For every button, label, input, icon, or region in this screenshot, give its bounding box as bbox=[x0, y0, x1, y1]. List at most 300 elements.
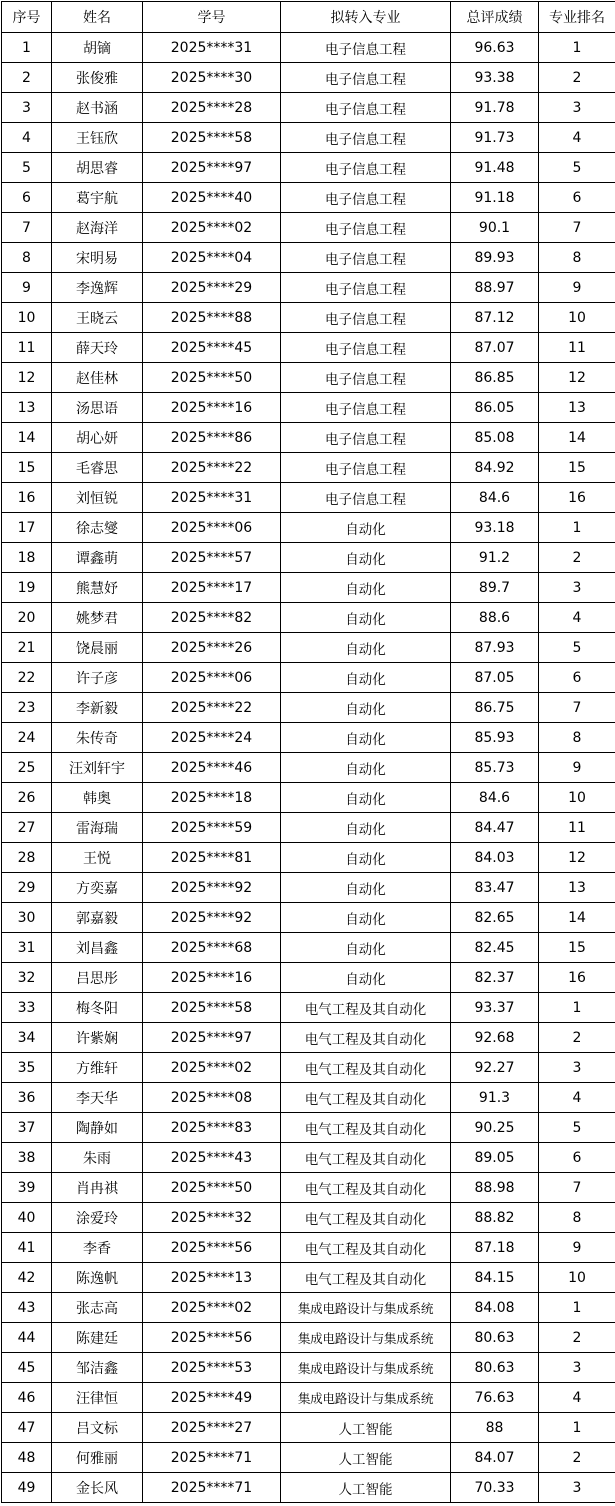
table-row bbox=[2, 303, 615, 333]
cell-total-score: 92.27 bbox=[451, 1053, 539, 1083]
cell-student-id: 2025****16 bbox=[143, 393, 281, 423]
cell-index: 49 bbox=[2, 1473, 52, 1503]
cell-major-rank: 6 bbox=[539, 1143, 615, 1173]
table-row bbox=[2, 1413, 615, 1443]
cell-major-rank: 7 bbox=[539, 1173, 615, 1203]
cell-total-score: 89.7 bbox=[451, 573, 539, 603]
cell-index: 40 bbox=[2, 1203, 52, 1233]
cell-student-id: 2025****24 bbox=[143, 723, 281, 753]
table-row bbox=[2, 963, 615, 993]
cell-name: 韩奥 bbox=[52, 783, 143, 813]
cell-total-score: 93.18 bbox=[451, 513, 539, 543]
cell-major-rank: 4 bbox=[539, 123, 615, 153]
cell-target-major: 集成电路设计与集成系统 bbox=[281, 1323, 451, 1353]
table-row bbox=[2, 213, 615, 243]
cell-major-rank: 2 bbox=[539, 543, 615, 573]
table-row bbox=[2, 543, 615, 573]
cell-name: 梅冬阳 bbox=[52, 993, 143, 1023]
cell-target-major: 自动化 bbox=[281, 813, 451, 843]
cell-major-rank: 13 bbox=[539, 393, 615, 423]
cell-student-id: 2025****56 bbox=[143, 1323, 281, 1353]
cell-major-rank: 3 bbox=[539, 1053, 615, 1083]
cell-student-id: 2025****57 bbox=[143, 543, 281, 573]
table-row bbox=[2, 573, 615, 603]
cell-student-id: 2025****02 bbox=[143, 1293, 281, 1323]
cell-major-rank: 14 bbox=[539, 423, 615, 453]
cell-target-major: 自动化 bbox=[281, 693, 451, 723]
cell-major-rank: 6 bbox=[539, 663, 615, 693]
cell-index: 28 bbox=[2, 843, 52, 873]
cell-index: 38 bbox=[2, 1143, 52, 1173]
cell-student-id: 2025****97 bbox=[143, 153, 281, 183]
cell-major-rank: 1 bbox=[539, 1413, 615, 1443]
cell-name: 陈逸帆 bbox=[52, 1263, 143, 1293]
cell-name: 张志高 bbox=[52, 1293, 143, 1323]
table-row bbox=[2, 1083, 615, 1113]
cell-name: 邹洁鑫 bbox=[52, 1353, 143, 1383]
cell-name: 姚梦君 bbox=[52, 603, 143, 633]
cell-student-id: 2025****31 bbox=[143, 483, 281, 513]
cell-student-id: 2025****82 bbox=[143, 603, 281, 633]
cell-student-id: 2025****02 bbox=[143, 1053, 281, 1083]
cell-target-major: 电气工程及其自动化 bbox=[281, 1143, 451, 1173]
cell-index: 47 bbox=[2, 1413, 52, 1443]
cell-target-major: 人工智能 bbox=[281, 1443, 451, 1473]
header-name: 姓名 bbox=[52, 2, 143, 33]
cell-name: 赵海洋 bbox=[52, 213, 143, 243]
table-row bbox=[2, 513, 615, 543]
cell-major-rank: 4 bbox=[539, 603, 615, 633]
cell-name: 张俊雅 bbox=[52, 63, 143, 93]
table-row bbox=[2, 273, 615, 303]
cell-total-score: 87.05 bbox=[451, 663, 539, 693]
cell-student-id: 2025****06 bbox=[143, 513, 281, 543]
table-row bbox=[2, 453, 615, 483]
cell-target-major: 集成电路设计与集成系统 bbox=[281, 1383, 451, 1413]
cell-major-rank: 15 bbox=[539, 933, 615, 963]
cell-student-id: 2025****58 bbox=[143, 993, 281, 1023]
cell-total-score: 87.12 bbox=[451, 303, 539, 333]
table-row bbox=[2, 993, 615, 1023]
cell-index: 15 bbox=[2, 453, 52, 483]
cell-student-id: 2025****50 bbox=[143, 1173, 281, 1203]
cell-total-score: 88.97 bbox=[451, 273, 539, 303]
cell-total-score: 84.92 bbox=[451, 453, 539, 483]
cell-target-major: 自动化 bbox=[281, 753, 451, 783]
cell-major-rank: 13 bbox=[539, 873, 615, 903]
cell-total-score: 92.68 bbox=[451, 1023, 539, 1053]
cell-total-score: 84.6 bbox=[451, 483, 539, 513]
cell-name: 雷海瑞 bbox=[52, 813, 143, 843]
table-row bbox=[2, 723, 615, 753]
cell-index: 3 bbox=[2, 93, 52, 123]
table-row bbox=[2, 1053, 615, 1083]
cell-target-major: 电子信息工程 bbox=[281, 93, 451, 123]
cell-major-rank: 3 bbox=[539, 93, 615, 123]
table-row bbox=[2, 483, 615, 513]
cell-target-major: 自动化 bbox=[281, 663, 451, 693]
cell-total-score: 86.85 bbox=[451, 363, 539, 393]
cell-target-major: 电子信息工程 bbox=[281, 123, 451, 153]
cell-student-id: 2025****71 bbox=[143, 1443, 281, 1473]
table-row bbox=[2, 1383, 615, 1413]
cell-total-score: 91.48 bbox=[451, 153, 539, 183]
table-row bbox=[2, 843, 615, 873]
cell-major-rank: 7 bbox=[539, 213, 615, 243]
cell-target-major: 电子信息工程 bbox=[281, 153, 451, 183]
cell-target-major: 自动化 bbox=[281, 513, 451, 543]
cell-index: 16 bbox=[2, 483, 52, 513]
cell-major-rank: 8 bbox=[539, 243, 615, 273]
cell-major-rank: 1 bbox=[539, 993, 615, 1023]
cell-total-score: 88.82 bbox=[451, 1203, 539, 1233]
cell-name: 朱雨 bbox=[52, 1143, 143, 1173]
cell-total-score: 88.98 bbox=[451, 1173, 539, 1203]
cell-index: 11 bbox=[2, 333, 52, 363]
cell-index: 5 bbox=[2, 153, 52, 183]
cell-total-score: 89.93 bbox=[451, 243, 539, 273]
cell-major-rank: 5 bbox=[539, 633, 615, 663]
cell-index: 34 bbox=[2, 1023, 52, 1053]
cell-major-rank: 9 bbox=[539, 753, 615, 783]
cell-name: 汪刘轩宇 bbox=[52, 753, 143, 783]
cell-target-major: 自动化 bbox=[281, 873, 451, 903]
cell-index: 44 bbox=[2, 1323, 52, 1353]
cell-name: 金长风 bbox=[52, 1473, 143, 1503]
cell-index: 48 bbox=[2, 1443, 52, 1473]
cell-index: 13 bbox=[2, 393, 52, 423]
cell-target-major: 人工智能 bbox=[281, 1413, 451, 1443]
header-target-major: 拟转入专业 bbox=[281, 2, 451, 33]
header-index: 序号 bbox=[2, 2, 52, 33]
cell-student-id: 2025****06 bbox=[143, 663, 281, 693]
table-row bbox=[2, 753, 615, 783]
cell-target-major: 自动化 bbox=[281, 573, 451, 603]
cell-student-id: 2025****97 bbox=[143, 1023, 281, 1053]
cell-index: 22 bbox=[2, 663, 52, 693]
cell-major-rank: 9 bbox=[539, 273, 615, 303]
table-row bbox=[2, 813, 615, 843]
cell-index: 29 bbox=[2, 873, 52, 903]
cell-target-major: 电气工程及其自动化 bbox=[281, 1023, 451, 1053]
cell-total-score: 91.78 bbox=[451, 93, 539, 123]
cell-name: 王晓云 bbox=[52, 303, 143, 333]
cell-target-major: 电气工程及其自动化 bbox=[281, 1263, 451, 1293]
cell-name: 李逸辉 bbox=[52, 273, 143, 303]
cell-major-rank: 12 bbox=[539, 843, 615, 873]
cell-index: 19 bbox=[2, 573, 52, 603]
cell-total-score: 93.38 bbox=[451, 63, 539, 93]
cell-student-id: 2025****16 bbox=[143, 963, 281, 993]
cell-index: 43 bbox=[2, 1293, 52, 1323]
cell-student-id: 2025****86 bbox=[143, 423, 281, 453]
cell-major-rank: 1 bbox=[539, 33, 615, 63]
cell-index: 17 bbox=[2, 513, 52, 543]
cell-name: 胡思睿 bbox=[52, 153, 143, 183]
cell-major-rank: 10 bbox=[539, 303, 615, 333]
cell-student-id: 2025****49 bbox=[143, 1383, 281, 1413]
cell-name: 毛睿思 bbox=[52, 453, 143, 483]
cell-student-id: 2025****32 bbox=[143, 1203, 281, 1233]
cell-student-id: 2025****81 bbox=[143, 843, 281, 873]
cell-total-score: 91.73 bbox=[451, 123, 539, 153]
cell-target-major: 电子信息工程 bbox=[281, 63, 451, 93]
cell-student-id: 2025****27 bbox=[143, 1413, 281, 1443]
cell-name: 吕文标 bbox=[52, 1413, 143, 1443]
cell-total-score: 87.07 bbox=[451, 333, 539, 363]
table-row bbox=[2, 1203, 615, 1233]
table-row bbox=[2, 693, 615, 723]
cell-total-score: 82.65 bbox=[451, 903, 539, 933]
cell-index: 10 bbox=[2, 303, 52, 333]
cell-total-score: 89.05 bbox=[451, 1143, 539, 1173]
cell-total-score: 83.47 bbox=[451, 873, 539, 903]
cell-student-id: 2025****22 bbox=[143, 693, 281, 723]
table-row bbox=[2, 873, 615, 903]
cell-index: 35 bbox=[2, 1053, 52, 1083]
cell-total-score: 88.6 bbox=[451, 603, 539, 633]
cell-major-rank: 4 bbox=[539, 1083, 615, 1113]
table-row bbox=[2, 603, 615, 633]
cell-name: 李香 bbox=[52, 1233, 143, 1263]
table-row bbox=[2, 1113, 615, 1143]
cell-major-rank: 3 bbox=[539, 573, 615, 603]
header-total-score: 总评成绩 bbox=[451, 2, 539, 33]
cell-target-major: 人工智能 bbox=[281, 1473, 451, 1503]
cell-total-score: 85.93 bbox=[451, 723, 539, 753]
cell-student-id: 2025****53 bbox=[143, 1353, 281, 1383]
cell-name: 汤思语 bbox=[52, 393, 143, 423]
cell-student-id: 2025****71 bbox=[143, 1473, 281, 1503]
cell-index: 6 bbox=[2, 183, 52, 213]
cell-major-rank: 8 bbox=[539, 1203, 615, 1233]
table-row bbox=[2, 1023, 615, 1053]
cell-index: 21 bbox=[2, 633, 52, 663]
table-row bbox=[2, 1353, 615, 1383]
cell-major-rank: 9 bbox=[539, 1233, 615, 1263]
cell-student-id: 2025****83 bbox=[143, 1113, 281, 1143]
cell-student-id: 2025****29 bbox=[143, 273, 281, 303]
cell-major-rank: 12 bbox=[539, 363, 615, 393]
table-row bbox=[2, 1263, 615, 1293]
cell-index: 26 bbox=[2, 783, 52, 813]
table-row bbox=[2, 1143, 615, 1173]
cell-target-major: 电子信息工程 bbox=[281, 213, 451, 243]
cell-name: 许紫娴 bbox=[52, 1023, 143, 1053]
cell-target-major: 电子信息工程 bbox=[281, 273, 451, 303]
cell-student-id: 2025****68 bbox=[143, 933, 281, 963]
cell-name: 饶晨丽 bbox=[52, 633, 143, 663]
cell-student-id: 2025****46 bbox=[143, 753, 281, 783]
table-body bbox=[2, 33, 615, 1503]
cell-student-id: 2025****31 bbox=[143, 33, 281, 63]
cell-major-rank: 7 bbox=[539, 693, 615, 723]
cell-target-major: 自动化 bbox=[281, 543, 451, 573]
cell-target-major: 自动化 bbox=[281, 783, 451, 813]
cell-major-rank: 14 bbox=[539, 903, 615, 933]
cell-total-score: 91.3 bbox=[451, 1083, 539, 1113]
cell-student-id: 2025****43 bbox=[143, 1143, 281, 1173]
cell-name: 徐志燮 bbox=[52, 513, 143, 543]
cell-name: 方维轩 bbox=[52, 1053, 143, 1083]
table-row bbox=[2, 1233, 615, 1263]
cell-index: 14 bbox=[2, 423, 52, 453]
cell-target-major: 电气工程及其自动化 bbox=[281, 1053, 451, 1083]
cell-name: 吕思彤 bbox=[52, 963, 143, 993]
cell-name: 赵佳林 bbox=[52, 363, 143, 393]
cell-student-id: 2025****28 bbox=[143, 93, 281, 123]
cell-target-major: 集成电路设计与集成系统 bbox=[281, 1353, 451, 1383]
cell-major-rank: 3 bbox=[539, 1353, 615, 1383]
cell-name: 宋明易 bbox=[52, 243, 143, 273]
cell-total-score: 93.37 bbox=[451, 993, 539, 1023]
cell-major-rank: 8 bbox=[539, 723, 615, 753]
cell-name: 陈建廷 bbox=[52, 1323, 143, 1353]
cell-index: 9 bbox=[2, 273, 52, 303]
cell-student-id: 2025****30 bbox=[143, 63, 281, 93]
table-row bbox=[2, 393, 615, 423]
cell-target-major: 电子信息工程 bbox=[281, 333, 451, 363]
cell-index: 32 bbox=[2, 963, 52, 993]
header-major-rank: 专业排名 bbox=[539, 2, 615, 33]
header-student-id: 学号 bbox=[143, 2, 281, 33]
table-row bbox=[2, 363, 615, 393]
cell-name: 涂爱玲 bbox=[52, 1203, 143, 1233]
cell-major-rank: 6 bbox=[539, 183, 615, 213]
cell-major-rank: 11 bbox=[539, 813, 615, 843]
table-row bbox=[2, 1323, 615, 1353]
cell-name: 葛宇航 bbox=[52, 183, 143, 213]
cell-student-id: 2025****50 bbox=[143, 363, 281, 393]
table-row bbox=[2, 333, 615, 363]
cell-student-id: 2025****17 bbox=[143, 573, 281, 603]
cell-name: 王悦 bbox=[52, 843, 143, 873]
cell-index: 7 bbox=[2, 213, 52, 243]
cell-target-major: 自动化 bbox=[281, 903, 451, 933]
cell-target-major: 集成电路设计与集成系统 bbox=[281, 1293, 451, 1323]
cell-total-score: 86.05 bbox=[451, 393, 539, 423]
cell-student-id: 2025****18 bbox=[143, 783, 281, 813]
cell-target-major: 电气工程及其自动化 bbox=[281, 1233, 451, 1263]
table-row bbox=[2, 903, 615, 933]
cell-index: 18 bbox=[2, 543, 52, 573]
cell-name: 薛天玲 bbox=[52, 333, 143, 363]
cell-total-score: 76.63 bbox=[451, 1383, 539, 1413]
cell-total-score: 84.6 bbox=[451, 783, 539, 813]
cell-index: 36 bbox=[2, 1083, 52, 1113]
cell-major-rank: 1 bbox=[539, 1293, 615, 1323]
cell-index: 8 bbox=[2, 243, 52, 273]
cell-target-major: 电子信息工程 bbox=[281, 483, 451, 513]
table-row bbox=[2, 1443, 615, 1473]
cell-total-score: 80.63 bbox=[451, 1353, 539, 1383]
cell-target-major: 电子信息工程 bbox=[281, 453, 451, 483]
cell-total-score: 91.18 bbox=[451, 183, 539, 213]
cell-major-rank: 1 bbox=[539, 513, 615, 543]
cell-student-id: 2025****92 bbox=[143, 873, 281, 903]
cell-index: 4 bbox=[2, 123, 52, 153]
table-row bbox=[2, 243, 615, 273]
cell-index: 24 bbox=[2, 723, 52, 753]
cell-name: 胡心妍 bbox=[52, 423, 143, 453]
table-row bbox=[2, 783, 615, 813]
cell-name: 赵书涵 bbox=[52, 93, 143, 123]
cell-name: 肖冉祺 bbox=[52, 1173, 143, 1203]
cell-major-rank: 5 bbox=[539, 153, 615, 183]
cell-target-major: 自动化 bbox=[281, 963, 451, 993]
cell-total-score: 85.73 bbox=[451, 753, 539, 783]
cell-student-id: 2025****04 bbox=[143, 243, 281, 273]
cell-name: 许子彦 bbox=[52, 663, 143, 693]
cell-target-major: 自动化 bbox=[281, 933, 451, 963]
cell-major-rank: 11 bbox=[539, 333, 615, 363]
cell-index: 45 bbox=[2, 1353, 52, 1383]
table-row bbox=[2, 1473, 615, 1503]
cell-name: 方奕嘉 bbox=[52, 873, 143, 903]
cell-target-major: 自动化 bbox=[281, 723, 451, 753]
table-row bbox=[2, 423, 615, 453]
cell-name: 熊慧妤 bbox=[52, 573, 143, 603]
cell-index: 42 bbox=[2, 1263, 52, 1293]
cell-target-major: 电气工程及其自动化 bbox=[281, 1083, 451, 1113]
cell-total-score: 88 bbox=[451, 1413, 539, 1443]
cell-student-id: 2025****02 bbox=[143, 213, 281, 243]
cell-target-major: 自动化 bbox=[281, 843, 451, 873]
cell-index: 31 bbox=[2, 933, 52, 963]
table-row bbox=[2, 663, 615, 693]
cell-student-id: 2025****45 bbox=[143, 333, 281, 363]
cell-total-score: 84.03 bbox=[451, 843, 539, 873]
cell-name: 朱传奇 bbox=[52, 723, 143, 753]
cell-student-id: 2025****59 bbox=[143, 813, 281, 843]
table-row bbox=[2, 633, 615, 663]
cell-total-score: 84.08 bbox=[451, 1293, 539, 1323]
cell-total-score: 87.93 bbox=[451, 633, 539, 663]
cell-index: 12 bbox=[2, 363, 52, 393]
cell-major-rank: 15 bbox=[539, 453, 615, 483]
cell-index: 23 bbox=[2, 693, 52, 723]
cell-student-id: 2025****26 bbox=[143, 633, 281, 663]
cell-target-major: 电子信息工程 bbox=[281, 423, 451, 453]
cell-major-rank: 10 bbox=[539, 1263, 615, 1293]
cell-target-major: 电气工程及其自动化 bbox=[281, 1113, 451, 1143]
cell-target-major: 自动化 bbox=[281, 633, 451, 663]
cell-name: 李天华 bbox=[52, 1083, 143, 1113]
cell-total-score: 86.75 bbox=[451, 693, 539, 723]
cell-major-rank: 16 bbox=[539, 963, 615, 993]
cell-total-score: 90.1 bbox=[451, 213, 539, 243]
cell-target-major: 电子信息工程 bbox=[281, 33, 451, 63]
transfer-ranking-table bbox=[1, 1, 615, 1503]
table-row bbox=[2, 33, 615, 63]
cell-name: 刘恒锐 bbox=[52, 483, 143, 513]
cell-major-rank: 16 bbox=[539, 483, 615, 513]
cell-index: 25 bbox=[2, 753, 52, 783]
cell-major-rank: 3 bbox=[539, 1473, 615, 1503]
table-row bbox=[2, 933, 615, 963]
cell-total-score: 96.63 bbox=[451, 33, 539, 63]
cell-target-major: 电子信息工程 bbox=[281, 363, 451, 393]
cell-total-score: 82.37 bbox=[451, 963, 539, 993]
cell-index: 41 bbox=[2, 1233, 52, 1263]
cell-total-score: 70.33 bbox=[451, 1473, 539, 1503]
cell-total-score: 80.63 bbox=[451, 1323, 539, 1353]
cell-index: 46 bbox=[2, 1383, 52, 1413]
cell-target-major: 电子信息工程 bbox=[281, 393, 451, 423]
cell-index: 2 bbox=[2, 63, 52, 93]
cell-total-score: 91.2 bbox=[451, 543, 539, 573]
cell-student-id: 2025****22 bbox=[143, 453, 281, 483]
